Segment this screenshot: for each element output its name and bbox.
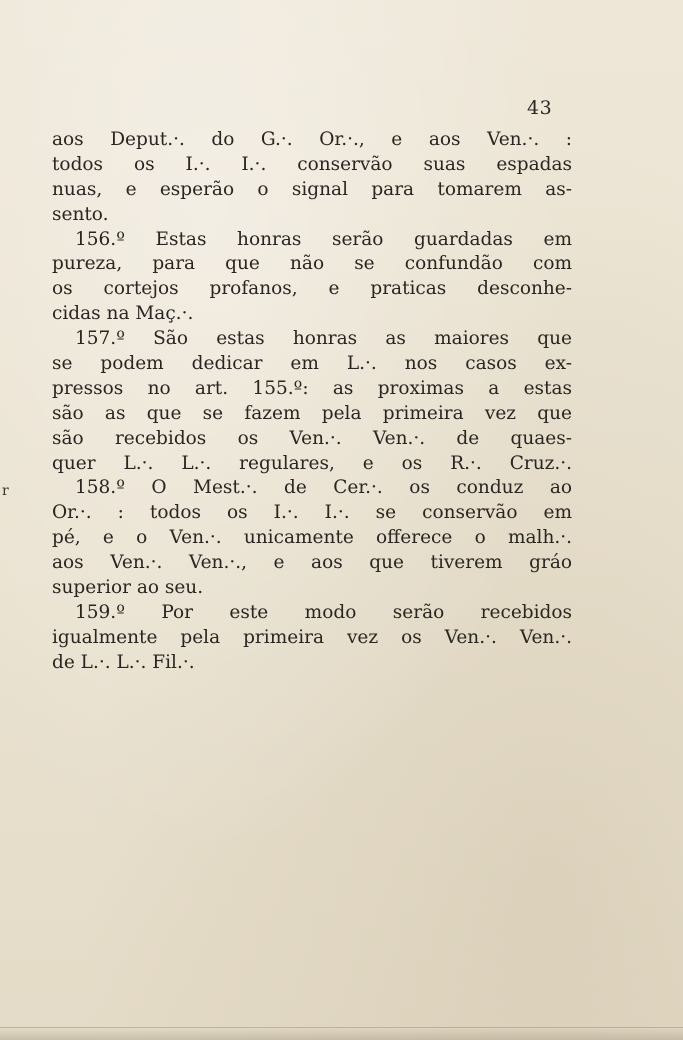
text-line: nuas, e esperão o signal para tomarem as- [52,178,572,200]
text-line: de L.·. L.·. Fil.·. [52,651,195,673]
paragraph-159-start: 159.º Por este modo serão recebidos [75,601,572,623]
text-line: são recebidos os Ven.·. Ven.·. de quaes- [52,427,572,449]
text-line: todos os I.·. I.·. conservão suas espadas [52,153,572,175]
margin-mark: r [2,483,9,499]
text-line: os cortejos profanos, e praticas desconhe- [52,278,572,300]
text-line: aos Deput.·. do G.·. Or.·., e aos Ven.·. : [52,129,572,150]
text-line: se podem dedicar em L.·. nos casos ex- [52,353,572,375]
text-line: pressos no art. 155.º: as proximas a estas [52,377,572,399]
text-line: quer L.·. L.·. regulares, e os R.·. Cruz.·. [52,452,572,474]
text-line: pé, e o Ven.·. unicamente offerece o malh.·. [52,527,572,549]
text-line: superior ao seu. [52,577,204,599]
text-line: são as que se fazem pela primeira vez que [52,402,572,424]
page-edge-shadow [0,1028,683,1040]
text-line: pureza, para que não se confundão com [52,253,572,275]
paragraph-158-start: 158.º O Mest.·. de Cer.·. os conduz ao [75,477,572,499]
text-line: cidas na Maç.·. [52,303,194,325]
text-line: sento. [52,203,109,225]
paragraph-156-start: 156.º Estas honras serão guardadas em [75,228,572,250]
text-line: aos Ven.·. Ven.·., e aos que tiverem gráo [52,552,572,574]
body-text [52,128,572,676]
text-line: igualmente pela primeira vez os Ven.·. Ven.·. [52,626,572,648]
paragraph-157-start: 157.º São estas honras as maiores que [75,328,572,350]
text-line: Or.·. : todos os I.·. I.·. se conservão em [52,502,572,524]
page-number: 43 [527,97,553,119]
